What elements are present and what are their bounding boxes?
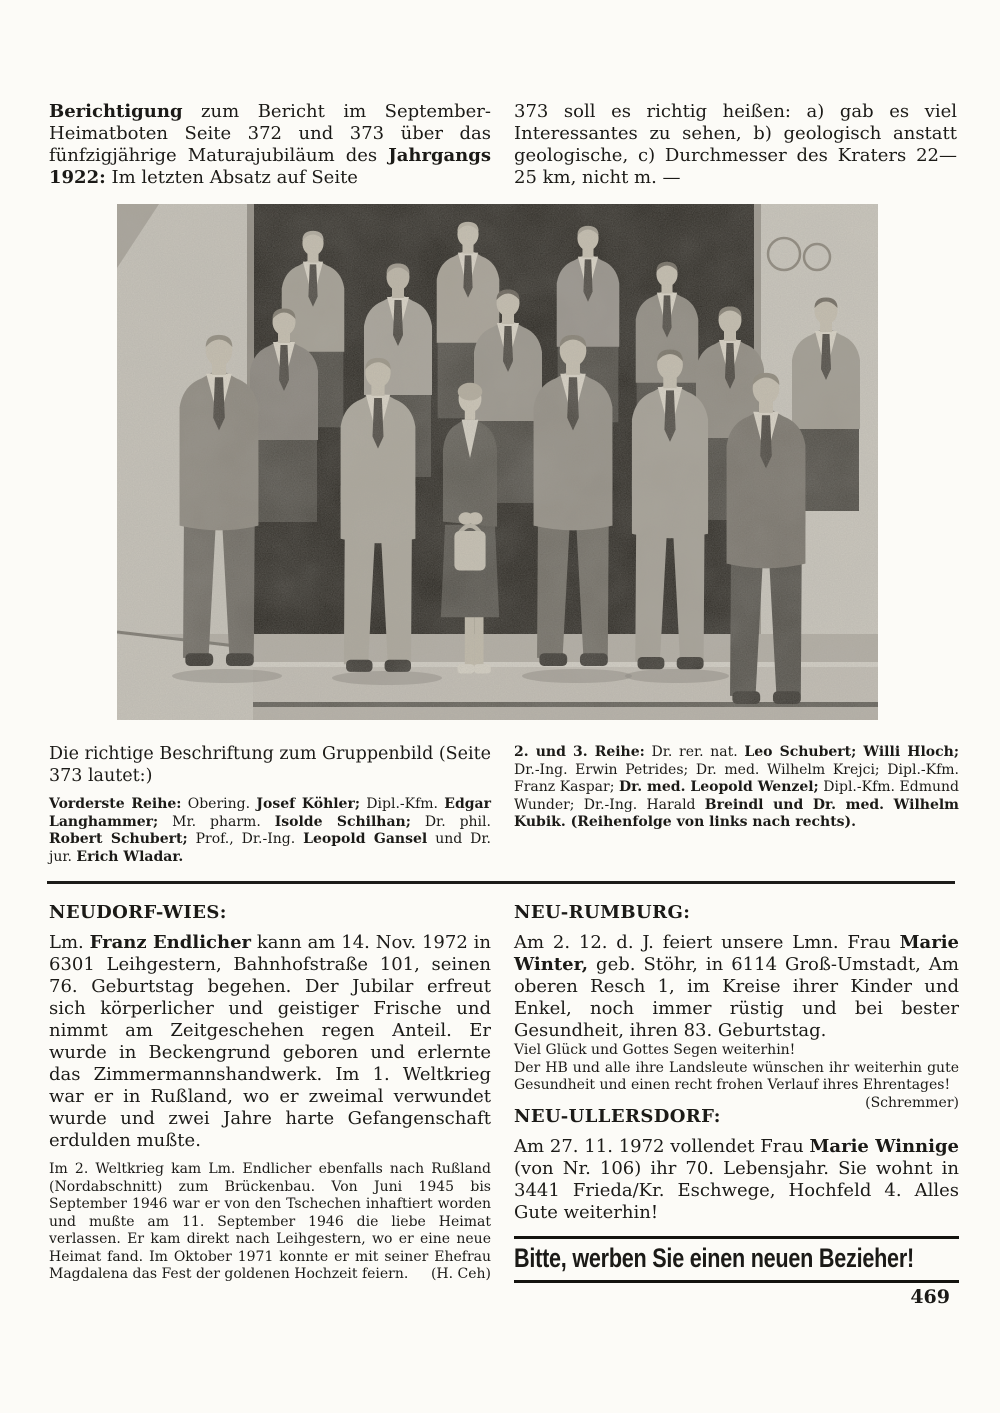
correction-text-right: 373 soll es richtig heißen: a) gab es viel Interessantes zu sehen, b) geologisch anstatt geologische, c) Durchmesser des Kraters 22—25 km, nicht m. — (514, 101, 957, 188)
correction-text-left: Berichtigung zum Bericht im September-Heimatboten Seite 372 und 373 über das fünfzigjährige Maturajubiläum des Jahrgangs 1922: Im letzten Absatz auf Seite (49, 101, 491, 188)
neudorf-fine-print (49, 1161, 491, 1284)
neudorf-body: Lm. Franz Endlicher kann am 14. Nov. 1972 in 6301 Leihgestern, Bahnhofstraße 101, seinen 76. Geburtstag begehen. Der Jubilar erfreut sich körperlicher und geistiger Frische und nimmt am Zeitgeschehen regen Anteil. Er wurde in Beckengrund geboren und erlernte das Zimmermannshandwerk. Im 1. Weltkrieg war er in Rußland, wo er zweimal verwundet wurde und zwei Jahre harte Gefangenschaft erdulden mußte. (49, 932, 491, 1151)
subscription-banner (514, 1236, 959, 1283)
neu-rumburg-body: Am 2. 12. d. J. feiert unsere Lmn. Frau Marie Winter, geb. Stöhr, in 6114 Groß-Umstadt, Am oberen Resch 1, im Kreise ihrer Kinder und Enkel, noch immer rüstig und bei bester Gesundheit, ihren 83. Geburtstag. (514, 932, 959, 1041)
group-photo (117, 204, 878, 720)
neu-rumburg-fine-text: Der HB und alle ihre Landsleute wünschen ihr weiterhin gute Gesundheit und einen recht frohen Verlauf ihres Ehrentages! (514, 1059, 959, 1093)
neu-ullersdorf-body: Am 27. 11. 1972 vollendet Frau Marie Winnige (von Nr. 106) ihr 70. Lebensjahr. Sie wohnt in 3441 Frieda/Kr. Eschwege, Hochfeld 4. Alles Gute weiterhin! (514, 1135, 959, 1223)
photo-grain-fine (117, 204, 878, 720)
caption-right-column (514, 744, 959, 832)
caption-front-row: Vorderste Reihe: Obering. Josef Köhler; Dipl.-Kfm. Edgar Langhammer; Mr. pharm. Isolde Schilhan; Dr. phil. Robert Schubert; Prof., Dr.-Ing. Leopold Gansel und Dr. jur. Erich Wladar. (49, 796, 491, 865)
author-credit-ceh: (H. Ceh) (430, 1266, 491, 1282)
caption-intro: Die richtige Beschriftung zum Gruppenbild (Seite 373 lautet:) (49, 744, 491, 786)
neudorf-fine-text: Im 2. Weltkrieg kam Lm. Endlicher ebenfalls nach Rußland (Nordabschnitt) zum Brückenbau. Von Juni 1945 bis September 1946 war er von den Tschechen inhaftiert worden und mußte am 11. September 1946 die liebe Heimat verlassen. Er kam direkt nach Leihgestern, wo er eine neue Heimat fand. Im Oktober 1971 konnte er mit seiner Ehefrau Magdalena das Fest der goldenen Hochzeit feiern. (49, 1161, 491, 1282)
section-heading-neu-ullersdorf: NEU-ULLERSDORF: (514, 1105, 721, 1127)
author-credit-schremmer: (Schremmer) (865, 1094, 959, 1111)
page-number: 469 (910, 1286, 950, 1308)
section-neudorf-wies (49, 902, 491, 1284)
section-heading-neudorf-wies: NEUDORF-WIES: (49, 902, 227, 923)
section-right-column (514, 902, 959, 1283)
caption-back-rows: 2. und 3. Reihe: Dr. rer. nat. Leo Schubert; Willi Hloch; Dr.-Ing. Erwin Petrides; Dr. med. Wilhelm Krejci; Dipl.-Kfm. Franz Kaspar; Dr. med. Leopold Wenzel; Dipl.-Kfm. Edmund Wunder; Dr.-Ing. Harald Breindl und Dr. med. Wilhelm Kubik. (Reihenfolge von links nach rechts). (514, 744, 959, 830)
caption-left-column (49, 744, 491, 866)
correction-note-left (49, 101, 491, 189)
correction-note-right (514, 101, 957, 189)
group-photo-canvas (117, 204, 878, 720)
neu-rumburg-wish-line: Viel Glück und Gottes Segen weiterhin! (514, 1042, 796, 1058)
subscription-banner-text: Bitte, werben Sie einen neuen Bezieher! (514, 1242, 914, 1273)
section-heading-neu-rumburg: NEU-RUMBURG: (514, 902, 691, 923)
section-divider (47, 881, 955, 884)
neu-rumburg-fine-print (514, 1059, 959, 1111)
